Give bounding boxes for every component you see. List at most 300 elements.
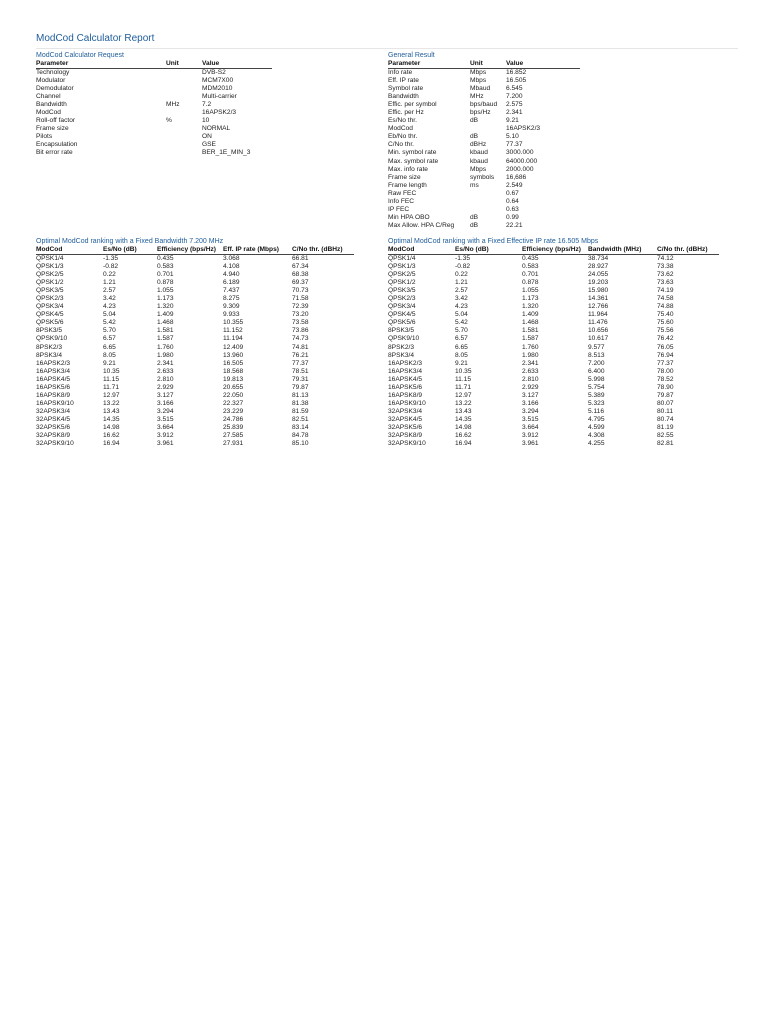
table-cell: 73.58 bbox=[292, 319, 309, 327]
table-cell: 14.35 bbox=[103, 415, 120, 423]
table-row bbox=[388, 85, 580, 93]
table-cell: 6.65 bbox=[455, 343, 468, 351]
table-cell: 77.37 bbox=[506, 141, 523, 149]
table-cell: 5.10 bbox=[506, 133, 519, 141]
table-cell: ON bbox=[202, 133, 212, 141]
table-row bbox=[36, 327, 354, 335]
table-cell: 8.05 bbox=[103, 351, 116, 359]
table-row bbox=[388, 133, 580, 141]
table-cell: QPSK4/5 bbox=[36, 311, 64, 319]
table-cell: 9.933 bbox=[223, 311, 240, 319]
table-cell: 1.587 bbox=[522, 335, 539, 343]
table-cell: 3.42 bbox=[103, 295, 116, 303]
table-cell: 1.980 bbox=[522, 351, 539, 359]
table-row bbox=[388, 287, 719, 295]
table-row bbox=[36, 400, 354, 408]
table-cell: 69.37 bbox=[292, 279, 309, 287]
table-cell: 32APSK9/10 bbox=[36, 440, 74, 448]
table-cell: 4.23 bbox=[455, 303, 468, 311]
column-header: Parameter bbox=[388, 60, 470, 69]
table-cell: 2.341 bbox=[506, 109, 523, 117]
table-cell: Bit error rate bbox=[36, 149, 73, 157]
table-cell: 1.760 bbox=[522, 343, 539, 351]
table-cell: Mbps bbox=[470, 77, 487, 85]
table-cell: 0.64 bbox=[506, 197, 519, 205]
table-cell: 10.35 bbox=[103, 367, 120, 375]
table-cell: 16APSK3/4 bbox=[388, 367, 423, 375]
table-cell: 3.961 bbox=[157, 440, 174, 448]
table-row bbox=[388, 149, 580, 157]
table-cell: 76.05 bbox=[657, 343, 674, 351]
table-cell: 82.51 bbox=[292, 415, 309, 423]
table-row bbox=[36, 77, 272, 85]
table-cell: 2.549 bbox=[506, 181, 523, 189]
table-cell: 32APSK3/4 bbox=[388, 407, 423, 415]
table-cell: 1.173 bbox=[157, 295, 174, 303]
table-cell: 13.43 bbox=[455, 407, 472, 415]
table-cell: 32APSK4/5 bbox=[388, 415, 423, 423]
table-cell: 73.63 bbox=[657, 279, 674, 287]
table-cell: 82.81 bbox=[657, 440, 674, 448]
table-cell: Bandwidth bbox=[388, 93, 419, 101]
table-cell: 4.599 bbox=[588, 424, 605, 431]
table-row bbox=[388, 198, 580, 206]
table-cell: NORMAL bbox=[202, 125, 231, 133]
table-cell: 67.34 bbox=[292, 263, 309, 271]
table-cell: kbaud bbox=[470, 149, 488, 157]
table-row bbox=[36, 352, 354, 360]
column-header: Value bbox=[202, 60, 272, 69]
table-cell: 16.94 bbox=[103, 440, 120, 448]
table-cell: kbaud bbox=[470, 157, 488, 165]
table-cell: 79.87 bbox=[657, 391, 674, 399]
table-row bbox=[36, 141, 272, 149]
table-row bbox=[388, 432, 719, 440]
table-cell: 16APSK5/6 bbox=[36, 383, 71, 391]
table-row bbox=[36, 440, 354, 448]
table-row bbox=[388, 182, 580, 190]
table-cell: 2.810 bbox=[522, 375, 539, 383]
table-cell: 16APSK8/9 bbox=[36, 391, 71, 399]
table-row bbox=[36, 295, 354, 303]
table-cell: 75.56 bbox=[657, 327, 674, 335]
column-header: Efficiency (bps/Hz) bbox=[157, 246, 223, 255]
table-row bbox=[388, 222, 580, 230]
table-row bbox=[388, 69, 580, 78]
table-row bbox=[36, 69, 272, 78]
column-header: C/No thr. (dBHz) bbox=[292, 246, 354, 255]
table-row bbox=[388, 335, 719, 343]
table-cell: BER_1E_MIN_3 bbox=[202, 149, 251, 157]
table-header-row bbox=[36, 60, 272, 69]
table-cell: bps/Hz bbox=[470, 109, 491, 117]
table-cell: 18.568 bbox=[223, 367, 244, 375]
table-cell: 79.87 bbox=[292, 383, 309, 391]
general-result-section bbox=[388, 52, 580, 230]
table-cell: 74.73 bbox=[292, 335, 309, 343]
table-cell: 2000.000 bbox=[506, 165, 534, 173]
table-cell: 3.912 bbox=[157, 432, 174, 440]
column-header: Unit bbox=[166, 60, 202, 69]
table-row bbox=[388, 376, 719, 384]
table-cell: 32APSK8/9 bbox=[388, 432, 423, 440]
table-row bbox=[36, 360, 354, 368]
table-cell: 74.12 bbox=[657, 255, 674, 263]
table-row bbox=[388, 125, 580, 133]
table-row bbox=[388, 279, 719, 287]
table-cell: 1.055 bbox=[522, 287, 539, 295]
table-cell: 3.515 bbox=[522, 415, 539, 423]
table-row bbox=[388, 109, 580, 117]
table-cell: 10 bbox=[202, 117, 210, 125]
table-cell: 16.94 bbox=[455, 440, 472, 448]
table-cell: 3.42 bbox=[455, 295, 468, 303]
table-cell: 68.38 bbox=[292, 271, 309, 279]
table-header-row bbox=[388, 60, 580, 69]
table-cell: 0.583 bbox=[522, 263, 539, 271]
table-cell: 0.878 bbox=[157, 279, 174, 287]
table-cell: 12.97 bbox=[103, 391, 120, 399]
table-cell: Roll-off factor bbox=[36, 117, 76, 125]
table-row bbox=[36, 85, 272, 93]
table-row bbox=[36, 133, 272, 141]
column-header: Es/No (dB) bbox=[455, 246, 522, 255]
column-header: Unit bbox=[470, 60, 506, 69]
table-cell: 73.86 bbox=[292, 327, 309, 335]
table-cell: QPSK1/4 bbox=[388, 255, 416, 263]
table-cell: -1.35 bbox=[455, 255, 471, 263]
table-cell: 11.71 bbox=[455, 383, 472, 391]
table-cell: Encapsulation bbox=[36, 141, 78, 149]
table-cell: 82.55 bbox=[657, 432, 674, 440]
table-cell: 32APSK3/4 bbox=[36, 407, 71, 415]
table-cell: 1.409 bbox=[522, 311, 539, 319]
table-cell: 15.980 bbox=[588, 287, 609, 295]
table-cell: 75.40 bbox=[657, 311, 674, 319]
table-cell: 3.294 bbox=[157, 407, 174, 415]
table-row bbox=[36, 287, 354, 295]
table-cell: 5.70 bbox=[103, 327, 116, 335]
table-cell: 2.929 bbox=[157, 383, 174, 391]
table-cell: 12.409 bbox=[223, 343, 244, 351]
table-cell: QPSK3/5 bbox=[388, 287, 416, 295]
table-cell: Frame size bbox=[388, 173, 421, 181]
column-header: Efficiency (bps/Hz) bbox=[522, 246, 588, 255]
table-cell: Mbps bbox=[470, 69, 487, 77]
title-divider bbox=[36, 48, 738, 49]
table-cell: 32APSK5/6 bbox=[388, 424, 423, 431]
table-cell: Technology bbox=[36, 69, 70, 77]
table-cell: 7.437 bbox=[223, 287, 240, 295]
table-row bbox=[388, 141, 580, 149]
table-cell: C/No thr. bbox=[388, 141, 415, 149]
table-cell: MCM7X00 bbox=[202, 77, 234, 85]
table-cell: 1.21 bbox=[103, 279, 116, 287]
table-cell: 24.055 bbox=[588, 271, 609, 279]
table-row bbox=[388, 255, 719, 264]
ranking-ip-title: Optimal ModCod ranking with a Fixed Effective IP rate 16.505 Mbps bbox=[388, 238, 599, 245]
table-row bbox=[36, 384, 354, 392]
table-cell: 0.435 bbox=[522, 255, 539, 263]
table-cell: 16.62 bbox=[103, 432, 120, 440]
table-cell: 5.754 bbox=[588, 383, 605, 391]
table-cell: 11.194 bbox=[223, 335, 243, 343]
table-cell: 3.664 bbox=[522, 424, 539, 431]
table-row bbox=[388, 190, 580, 198]
table-cell: 8PSK2/3 bbox=[388, 343, 415, 351]
table-cell: 12.97 bbox=[455, 391, 472, 399]
table-row bbox=[36, 376, 354, 384]
table-cell: 11.15 bbox=[103, 375, 120, 383]
table-cell: Frame size bbox=[36, 125, 69, 133]
table-row bbox=[388, 344, 719, 352]
column-header: Value bbox=[506, 60, 580, 69]
table-cell: QPSK1/3 bbox=[388, 263, 416, 271]
table-row bbox=[36, 392, 354, 400]
table-cell: 16APSK9/10 bbox=[36, 399, 74, 407]
table-cell: 11.152 bbox=[223, 327, 243, 335]
table-cell: 3.515 bbox=[157, 415, 174, 423]
table-cell: 2.341 bbox=[522, 359, 539, 367]
ranking-bandwidth-title: Optimal ModCod ranking with a Fixed Bandwidth 7.200 MHz bbox=[36, 238, 224, 245]
table-cell: 0.63 bbox=[506, 205, 519, 213]
table-cell: ms bbox=[470, 181, 479, 189]
table-cell: 14.361 bbox=[588, 295, 609, 303]
table-cell: dB bbox=[470, 117, 479, 125]
table-cell bbox=[470, 198, 506, 206]
table-cell: 16APSK2/3 bbox=[36, 359, 71, 367]
table-cell: QPSK1/4 bbox=[36, 255, 64, 263]
table-cell: 16,686 bbox=[506, 173, 527, 181]
table-cell: Max. symbol rate bbox=[388, 157, 439, 165]
table-row bbox=[388, 263, 719, 271]
table-cell: 16.852 bbox=[506, 69, 527, 77]
table-cell: 1.468 bbox=[522, 319, 539, 327]
table-cell: 6.57 bbox=[455, 335, 468, 343]
ranking-bandwidth-section bbox=[36, 238, 354, 448]
table-cell: dB bbox=[470, 221, 479, 229]
ranking-ip-section bbox=[388, 238, 719, 448]
table-cell: QPSK2/3 bbox=[388, 295, 416, 303]
request-section bbox=[36, 52, 272, 158]
table-cell: 5.70 bbox=[455, 327, 468, 335]
table-cell: 72.39 bbox=[292, 303, 309, 311]
table-cell: 0.22 bbox=[455, 271, 468, 279]
table-cell: 9.21 bbox=[103, 359, 116, 367]
table-cell: 3.912 bbox=[522, 432, 539, 440]
table-cell: 3000.000 bbox=[506, 149, 534, 157]
table-cell bbox=[166, 85, 202, 93]
table-cell: 3.294 bbox=[522, 407, 539, 415]
report-title: ModCod Calculator Report bbox=[36, 33, 155, 44]
table-cell: 2.929 bbox=[522, 383, 539, 391]
table-cell: -1.35 bbox=[103, 255, 119, 263]
table-cell: QPSK1/2 bbox=[388, 279, 416, 287]
table-cell: 77.37 bbox=[292, 359, 309, 367]
table-cell: 77.37 bbox=[657, 359, 674, 367]
table-row bbox=[388, 158, 580, 166]
table-cell: 4.940 bbox=[223, 271, 240, 279]
table-cell: 73.20 bbox=[292, 311, 309, 319]
table-cell: 0.583 bbox=[157, 263, 174, 271]
table-row bbox=[36, 125, 272, 133]
table-cell bbox=[166, 109, 202, 117]
table-cell: 32APSK9/10 bbox=[388, 440, 426, 448]
table-cell: ModCod bbox=[36, 109, 61, 117]
table-cell bbox=[166, 93, 202, 101]
table-cell: 6.545 bbox=[506, 85, 523, 93]
table-cell: IP FEC bbox=[388, 205, 410, 213]
table-cell bbox=[470, 206, 506, 214]
table-cell: 1.409 bbox=[157, 311, 174, 319]
table-cell: 13.960 bbox=[223, 351, 244, 359]
table-cell: 9.309 bbox=[223, 303, 240, 311]
table-cell: 8PSK3/5 bbox=[388, 327, 415, 335]
table-row bbox=[36, 279, 354, 287]
table-row bbox=[388, 319, 719, 327]
table-cell: 16.505 bbox=[506, 77, 527, 85]
table-cell: 80.11 bbox=[657, 407, 674, 415]
table-cell: Effic. per Hz bbox=[388, 109, 424, 117]
table-cell: 81.59 bbox=[292, 407, 309, 415]
table-cell: Info FEC bbox=[388, 197, 415, 205]
table-cell: 70.73 bbox=[292, 287, 309, 295]
table-cell: QPSK2/5 bbox=[36, 271, 64, 279]
table-cell: 9.21 bbox=[506, 117, 519, 125]
table-cell: Pilots bbox=[36, 133, 53, 141]
table-row bbox=[36, 101, 272, 109]
table-cell bbox=[470, 125, 506, 133]
table-cell: Eb/No thr. bbox=[388, 133, 418, 141]
table-cell: 81.38 bbox=[292, 399, 309, 407]
table-row bbox=[388, 424, 719, 432]
table-cell: 6.65 bbox=[103, 343, 116, 351]
table-cell: 13.22 bbox=[103, 399, 120, 407]
table-row bbox=[36, 117, 272, 125]
table-cell: 2.341 bbox=[157, 359, 174, 367]
table-cell: 0.67 bbox=[506, 189, 519, 197]
table-cell: 80.74 bbox=[657, 415, 674, 423]
table-cell: 81.13 bbox=[292, 391, 309, 399]
table-row bbox=[36, 368, 354, 376]
table-cell: QPSK1/3 bbox=[36, 263, 64, 271]
table-cell: 0.701 bbox=[522, 271, 539, 279]
table-cell: 1.760 bbox=[157, 343, 174, 351]
table-cell: Min. symbol rate bbox=[388, 149, 437, 157]
table-row bbox=[36, 311, 354, 319]
table-cell bbox=[166, 149, 202, 157]
table-header-row bbox=[36, 246, 354, 255]
table-cell: 78.90 bbox=[657, 383, 674, 391]
table-cell: 74.58 bbox=[657, 295, 674, 303]
table-cell: 76.94 bbox=[657, 351, 674, 359]
table-cell: 8.05 bbox=[455, 351, 468, 359]
table-cell: Channel bbox=[36, 93, 61, 101]
column-header: Es/No (dB) bbox=[103, 246, 157, 255]
table-row bbox=[36, 149, 272, 157]
table-cell: 16APSK9/10 bbox=[388, 399, 426, 407]
table-cell: MHz bbox=[470, 93, 484, 101]
table-row bbox=[388, 327, 719, 335]
table-cell: 4.255 bbox=[588, 440, 605, 448]
table-cell: 14.35 bbox=[455, 415, 472, 423]
request-section-title: ModCod Calculator Request bbox=[36, 52, 124, 59]
table-cell: Max Allow. HPA C/Reg bbox=[388, 221, 455, 229]
table-row bbox=[388, 360, 719, 368]
table-cell: 5.116 bbox=[588, 407, 605, 415]
table-cell: bps/baud bbox=[470, 101, 498, 109]
table-cell: 1.173 bbox=[522, 295, 539, 303]
table-cell: 8.275 bbox=[223, 295, 240, 303]
table-cell: 10.355 bbox=[223, 319, 244, 327]
table-cell: GSE bbox=[202, 141, 216, 149]
table-cell: 3.127 bbox=[522, 391, 539, 399]
table-row bbox=[388, 295, 719, 303]
table-row bbox=[36, 408, 354, 416]
table-cell: 2.575 bbox=[506, 101, 523, 109]
table-cell: Eff. IP rate bbox=[388, 77, 419, 85]
table-cell: QPSK9/10 bbox=[388, 335, 420, 343]
table-cell: 7.2 bbox=[202, 101, 212, 109]
table-cell: Bandwidth bbox=[36, 101, 67, 109]
table-cell: QPSK9/10 bbox=[36, 335, 68, 343]
table-cell: 73.38 bbox=[657, 263, 674, 271]
table-cell: ModCod bbox=[388, 125, 413, 133]
column-header: Eff. IP rate (Mbps) bbox=[223, 246, 292, 255]
table-cell: 0.701 bbox=[157, 271, 174, 279]
table-cell: 32APSK5/6 bbox=[36, 424, 71, 431]
table-cell: 5.42 bbox=[455, 319, 468, 327]
request-table bbox=[36, 60, 272, 158]
table-cell: 1.468 bbox=[157, 319, 174, 327]
table-cell: 16APSK3/4 bbox=[36, 367, 71, 375]
table-row bbox=[388, 384, 719, 392]
table-cell: 5.42 bbox=[103, 319, 116, 327]
table-cell: 16APSK2/3 bbox=[506, 125, 541, 133]
table-cell: 1.320 bbox=[522, 303, 539, 311]
table-cell: 78.51 bbox=[292, 367, 309, 375]
table-cell: QPSK3/4 bbox=[388, 303, 416, 311]
table-cell: Max. info rate bbox=[388, 165, 428, 173]
table-cell: QPSK5/6 bbox=[36, 319, 64, 327]
table-row bbox=[36, 344, 354, 352]
table-cell: 3.166 bbox=[522, 399, 539, 407]
table-cell: Demodulator bbox=[36, 85, 74, 93]
table-cell: 4.23 bbox=[103, 303, 116, 311]
table-cell: 5.04 bbox=[455, 311, 468, 319]
table-cell: 73.62 bbox=[657, 271, 674, 279]
table-cell: 22.21 bbox=[506, 221, 523, 229]
table-row bbox=[388, 166, 580, 174]
table-cell: DVB-S2 bbox=[202, 69, 226, 77]
table-cell: 16.62 bbox=[455, 432, 472, 440]
table-row bbox=[36, 319, 354, 327]
table-cell: 74.19 bbox=[657, 287, 674, 295]
table-cell: 14.98 bbox=[455, 424, 472, 431]
table-row bbox=[388, 303, 719, 311]
table-cell: 1.320 bbox=[157, 303, 174, 311]
table-row bbox=[388, 416, 719, 424]
table-row bbox=[388, 93, 580, 101]
table-row bbox=[36, 416, 354, 424]
table-cell: 14.98 bbox=[103, 424, 120, 431]
table-cell: 1.581 bbox=[157, 327, 174, 335]
table-cell: 11.964 bbox=[588, 311, 608, 319]
table-cell: 76.21 bbox=[292, 351, 309, 359]
table-cell: -0.82 bbox=[103, 263, 119, 271]
table-cell: 16APSK8/9 bbox=[388, 391, 423, 399]
table-cell: MDM2010 bbox=[202, 85, 233, 93]
